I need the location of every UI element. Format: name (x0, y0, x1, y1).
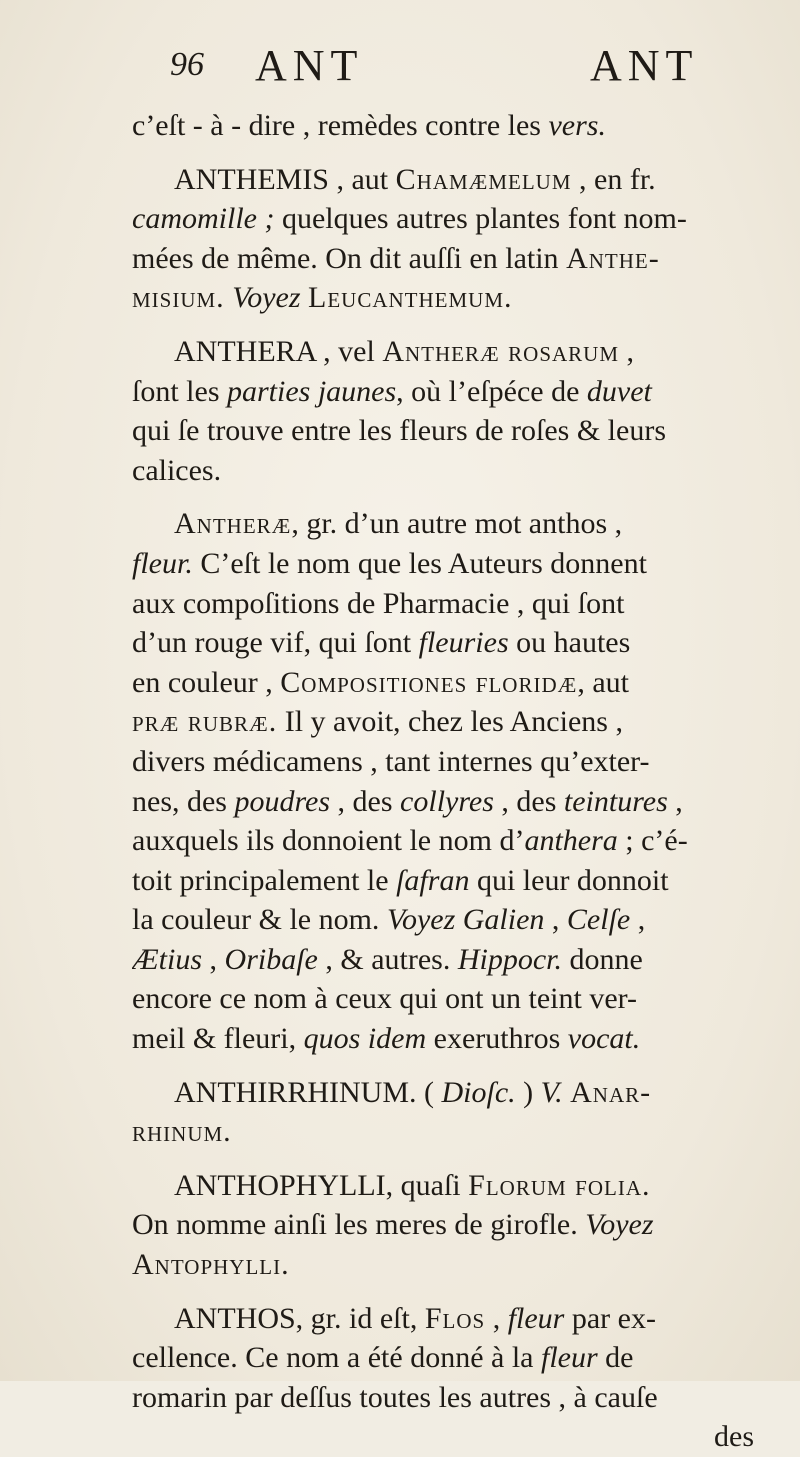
text-run: romarin par deſſus toutes les autres , à cauſe (132, 1380, 658, 1414)
small-caps-run: Florum folia. (468, 1168, 651, 1202)
dictionary-entry (132, 1073, 792, 1152)
entry-line (132, 199, 792, 239)
text-run: ſont les (132, 374, 227, 408)
text-run: , (485, 1301, 508, 1335)
text-run: , (667, 784, 683, 818)
text-run: divers médicamens , tant internes qu’exter- (132, 744, 650, 778)
text-run: en couleur , (132, 665, 281, 699)
text-run: auxquels ils donnoient le nom d’ (132, 824, 525, 858)
entry-line (132, 1245, 792, 1285)
entry-line (132, 623, 792, 663)
page-number: 96 (170, 46, 204, 83)
text-run: ANTHOPHYLLI, quaſi (174, 1168, 469, 1202)
entry-line (132, 239, 792, 279)
running-headword-left: ANT (255, 41, 364, 90)
text-run: , (630, 903, 646, 937)
italic-run: poudres (234, 784, 331, 818)
text-run: ou hautes (508, 626, 631, 660)
italic-run: Ætius (132, 942, 203, 976)
text-run: meil & fleuri, (132, 1022, 304, 1056)
text-run: d’un rouge vif, qui ſont (132, 626, 419, 660)
italic-run: vocat. (567, 1022, 641, 1056)
running-headword-right: ANT (590, 41, 699, 90)
text-run: cellence. Ce nom a été donné à la (132, 1341, 541, 1375)
italic-run: Oribaſe (224, 942, 318, 976)
italic-run: Celſe (566, 903, 631, 937)
small-caps-run: Chamæmelum (395, 162, 572, 196)
entry-line (132, 1378, 792, 1418)
italic-run: quos idem (303, 1022, 427, 1056)
entry-first-line (132, 332, 792, 372)
italic-run: duvet (586, 374, 652, 408)
small-caps-run: Anar- (570, 1075, 652, 1109)
italic-run: V. (540, 1075, 563, 1109)
entry-first-line (132, 160, 792, 200)
dictionary-entry (132, 1299, 792, 1418)
dictionary-entry (132, 160, 792, 318)
text-run: C’eſt le nom que les Auteurs donnent (192, 546, 647, 580)
text-run: , en fr. (571, 162, 656, 196)
entry-line (132, 1019, 792, 1059)
small-caps-run: Antheræ (174, 507, 292, 541)
italic-run: collyres (400, 784, 494, 818)
entry-line (132, 979, 792, 1019)
entry-line (132, 411, 792, 451)
italic-run: fleur (507, 1301, 565, 1335)
text-run: ANTHEMIS , aut (174, 162, 396, 196)
entry-line (132, 451, 792, 491)
entry-first-line (132, 106, 792, 146)
italic-run: fleur (540, 1341, 598, 1375)
entry-line (132, 584, 792, 624)
entry-line (132, 663, 792, 703)
text-run: , (619, 334, 635, 368)
dictionary-entry (132, 504, 792, 1058)
italic-run: fleur. (132, 546, 193, 580)
text-run: , & autres. (317, 942, 458, 976)
text-run: ANTHERA , vel (174, 334, 383, 368)
text-run: de (597, 1341, 634, 1375)
small-caps-run: Compositiones floridæ (280, 665, 578, 699)
dictionary-entry (132, 106, 792, 146)
text-run: ; c’é- (617, 824, 688, 858)
text-run: qui leur donnoit (469, 863, 669, 897)
entry-first-line (132, 1073, 792, 1113)
text-run: , (202, 942, 225, 976)
italic-run: fleuries (418, 626, 509, 660)
text-run: quelques autres plantes font nom- (274, 202, 687, 236)
small-caps-run: misium. (132, 281, 225, 315)
text-run: ) (515, 1075, 541, 1109)
italic-run: Voyez (232, 281, 301, 315)
entry-line (132, 1205, 792, 1245)
entries-list (132, 106, 792, 1417)
text-run: , aut (577, 665, 629, 699)
entry-first-line (132, 504, 792, 544)
entry-first-line (132, 1299, 792, 1339)
text-run: On nomme ainſi les meres de girofle. (132, 1208, 586, 1242)
text-run: toit principalement le (132, 863, 397, 897)
italic-run: anthera (524, 824, 618, 858)
text-run: par ex- (564, 1301, 656, 1335)
text-run: la couleur & le nom. (132, 903, 387, 937)
entry-line (132, 544, 792, 584)
text-run: , (544, 903, 567, 937)
entry-line (132, 821, 792, 861)
text-run: nes, des (132, 784, 235, 818)
text-run: , des (330, 784, 401, 818)
entry-line (132, 900, 792, 940)
dictionary-text (132, 106, 792, 1457)
small-caps-run: Anthe- (566, 241, 660, 275)
text-run: , des (493, 784, 564, 818)
text-run: c’eſt - à - dire , remèdes contre les (132, 109, 549, 142)
entry-first-line (132, 1166, 792, 1206)
small-caps-run: præ rubræ. (132, 705, 278, 739)
text-run: , où l’eſpéce de (396, 374, 587, 408)
small-caps-run: Flos (424, 1301, 486, 1335)
italic-run: Voyez Galien (386, 903, 545, 937)
small-caps-run: Antheræ rosarum (382, 334, 620, 368)
text-run: ANTHIRRHINUM. ( (174, 1075, 442, 1109)
dictionary-entry (132, 1166, 792, 1285)
text-run: ANTHOS, gr. id eſt, (174, 1301, 425, 1335)
small-caps-run: Antophylli. (132, 1248, 290, 1282)
italic-run: camomille ; (132, 202, 275, 236)
text-run: calices. (132, 453, 222, 487)
italic-run: vers. (548, 109, 606, 142)
entry-line (132, 702, 792, 742)
entry-line (132, 861, 792, 901)
entry-line (132, 1338, 792, 1378)
text-run: donne (562, 942, 643, 976)
italic-run: Hippocr. (457, 942, 562, 976)
small-caps-run: rhinum. (132, 1115, 232, 1149)
italic-run: ſafran (396, 863, 470, 897)
running-header (160, 40, 720, 96)
italic-run: teintures (563, 784, 668, 818)
small-caps-run: Leucanthemum. (308, 281, 513, 315)
entry-line (132, 1112, 792, 1152)
text-run: qui ſe trouve entre les fleurs de roſes & leurs (132, 414, 666, 448)
italic-run: parties jaunes (227, 374, 397, 408)
text-run: Il y avoit, chez les Anciens , (277, 705, 623, 739)
text-run (301, 281, 309, 314)
entry-line (132, 940, 792, 980)
text-run: , gr. d’un autre mot anthos , (291, 507, 623, 541)
italic-run: Dioſc. (441, 1075, 516, 1109)
text-run: exeruthros (426, 1022, 568, 1056)
text-run: mées de même. On dit auſſi en latin (132, 241, 567, 275)
entry-line (132, 372, 792, 412)
dictionary-entry (132, 332, 792, 490)
catchword: des (714, 1420, 754, 1454)
italic-run: Voyez (585, 1208, 654, 1242)
entry-line (132, 278, 792, 318)
text-run: encore ce nom à ceux qui ont un teint ver- (132, 982, 638, 1016)
entry-line (132, 782, 792, 822)
text-run (563, 1076, 571, 1109)
entry-line (132, 742, 792, 782)
text-run: aux compoſitions de Pharmacie , qui ſont (132, 586, 625, 620)
